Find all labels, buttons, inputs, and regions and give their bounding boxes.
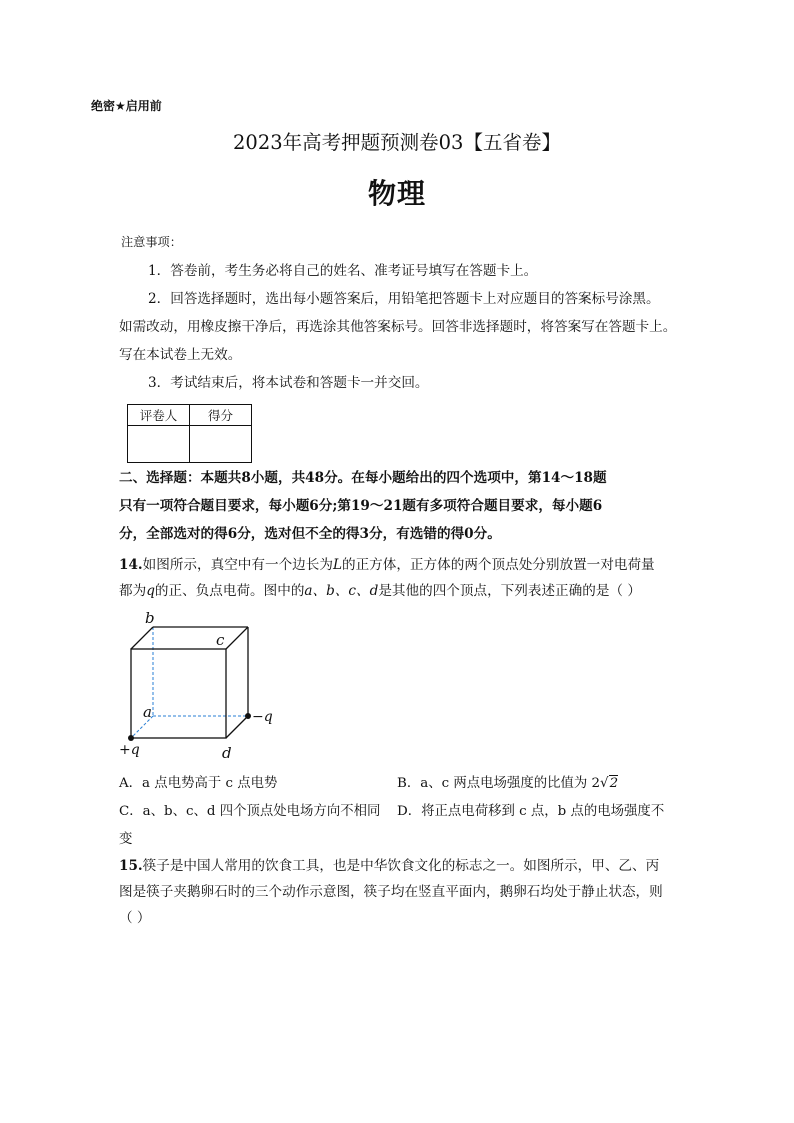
negative-charge-label: −q (252, 709, 273, 725)
notice-item-2-line-3: 写在本试卷上无效。 (119, 347, 242, 363)
vertex-label-a: a (143, 703, 152, 721)
question-15-line-1: 15.筷子是中国人常用的饮食工具，也是中华饮食文化的标志之一。如图所示，甲、乙、丙 (119, 858, 660, 874)
option-b: B．a、c 两点电场强度的比值为 2√2 (397, 776, 619, 791)
question-15-number: 15. (119, 858, 143, 874)
front-face (131, 649, 226, 738)
option-d-line-1: D．将正点电荷移到 c 点，b 点的电场强度不 (397, 804, 665, 819)
vertex-label-b: b (145, 609, 155, 627)
question-14-line-2: 都为q的正、负点电荷。图中的a、b、c、d是其他的四个顶点，下列表述正确的是（ ） (119, 583, 641, 599)
confidential-label: 绝密★启用前 (91, 99, 162, 113)
notice-item-2-line-2: 如需改动，用橡皮擦干净后，再选涂其他答案标号。回答非选择题时，将答案写在答题卡上。 (119, 319, 677, 335)
negative-charge-dot (245, 713, 251, 719)
connector-bottom-right (226, 716, 248, 738)
connector-top-right (226, 627, 248, 649)
exam-title: 2023年高考押题预测卷03【五省卷】 (233, 131, 561, 154)
option-c: C．a、b、c、d 四个顶点处电场方向不相同 (119, 804, 381, 819)
notice-item-2-line-1: 2．回答选择题时，选出每小题答案后，用铅笔把答题卡上对应题目的答案标号涂黑。 (148, 291, 660, 307)
subject-title: 物理 (367, 177, 426, 210)
score-header: 得分 (190, 405, 252, 426)
connector-top-left (131, 627, 153, 649)
question-15-line-3: （ ） (119, 910, 151, 926)
section-instructions-line-3: 分，全部选对的得6分，选对但不全的得3分，有选错的得0分。 (119, 526, 501, 542)
grader-cell (128, 426, 190, 463)
positive-charge-dot (128, 735, 134, 741)
notice-item-3: 3．考试结束后，将本试卷和答题卡一并交回。 (148, 375, 429, 391)
radical-sign: √ (600, 776, 609, 791)
positive-charge-label: +q (119, 742, 140, 758)
question-14-number: 14. (119, 557, 143, 573)
notice-heading: 注意事项： (121, 235, 182, 249)
question-14-line-1: 14.如图所示，真空中有一个边长为L的正方体，正方体的两个顶点处分别放置一对电荷量 (119, 557, 655, 573)
radicand: 2 (609, 776, 619, 791)
score-cell (190, 426, 252, 463)
vertex-label-c: c (216, 631, 225, 649)
cube-figure (110, 605, 290, 765)
notice-item-1: 1．答卷前，考生务必将自己的姓名、准考证号填写在答题卡上。 (148, 263, 538, 279)
vertex-label-d: d (222, 744, 232, 762)
option-a: A．a 点电势高于 c 点电势 (119, 776, 278, 791)
score-table (127, 404, 252, 463)
grader-header: 评卷人 (128, 405, 190, 426)
section-instructions-line-2: 只有一项符合题目要求，每小题6分;第19～21题有多项符合题目要求，每小题6 (119, 498, 603, 514)
option-d-line-2: 变 (119, 832, 133, 847)
question-15-line-2: 图是筷子夹鹅卵石时的三个动作示意图，筷子均在竖直平面内，鹅卵石均处于静止状态，则 (119, 884, 663, 900)
section-instructions-line-1: 二、选择题：本题共8小题，共48分。在每小题给出的四个选项中，第14～18题 (119, 470, 607, 486)
